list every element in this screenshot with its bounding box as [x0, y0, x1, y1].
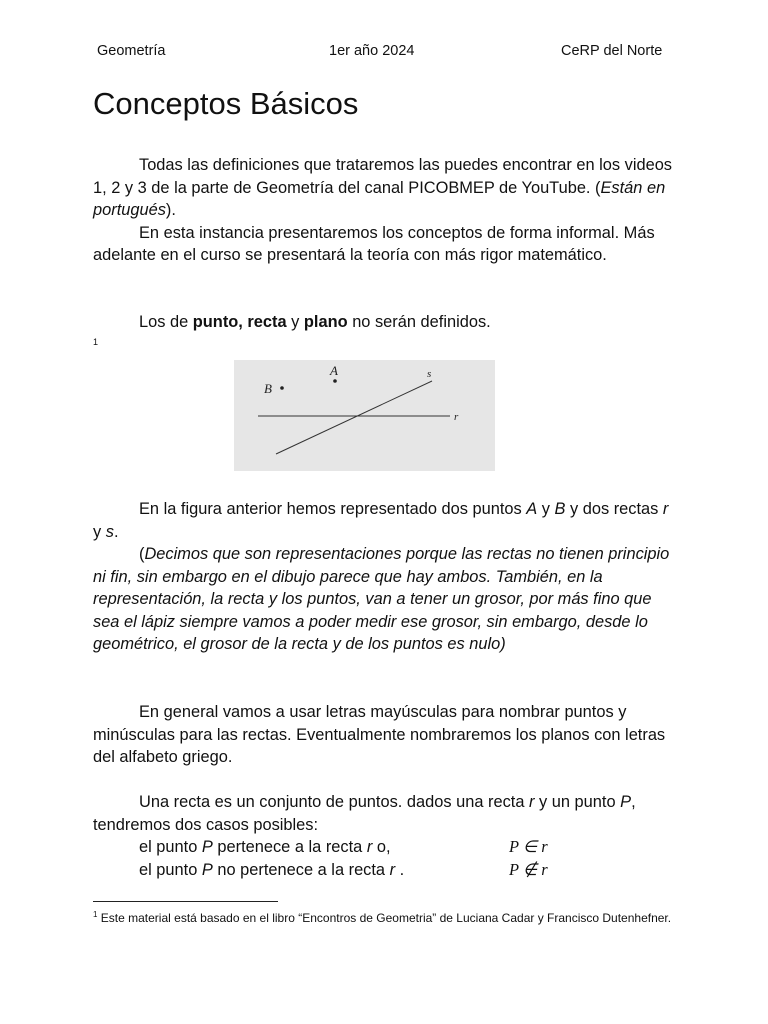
c1-r: r	[366, 838, 373, 856]
term-plano: plano	[303, 313, 348, 331]
fd-line-r: r	[662, 500, 669, 518]
point-a-dot	[333, 379, 337, 383]
point-b-dot	[280, 386, 284, 390]
representation-note	[93, 543, 678, 656]
ld-text-3: , tendremos dos casos posibles:	[93, 793, 636, 834]
line-definition-section	[93, 791, 678, 881]
case-belongs-text	[139, 836, 391, 859]
case-not-belongs-text	[139, 859, 404, 882]
c1-t1: el punto	[139, 838, 202, 856]
intro-paragraph-2: En esta instancia presentaremos los conceptos de forma informal. Más adelante en el curso se presentará la teoría con más rigor matemático.	[93, 223, 655, 264]
line-r-label: r	[454, 411, 459, 423]
footnote-marker: 1	[93, 337, 99, 347]
c1-t3: o,	[376, 838, 391, 856]
belongs-formula: P ∈ r	[509, 837, 548, 856]
intro-text: Todas las definiciones que trataremos las puedes encontrar en los videos 1, 2 y 3 de la parte de Geometría del canal PICOBMEP de YouTube. (	[93, 156, 673, 197]
points-and-lines-figure	[234, 360, 495, 471]
term-recta: recta	[247, 313, 287, 331]
header-year: 1er año 2024	[329, 43, 415, 59]
fd-point-b: B	[554, 500, 566, 518]
ld-text-2: y un punto	[534, 793, 621, 811]
ld-p: P	[620, 793, 632, 811]
c2-t1: el punto	[139, 860, 202, 879]
c2-p: P	[201, 860, 213, 879]
footnote-number: 1	[93, 910, 98, 919]
case-not-belongs	[93, 859, 678, 882]
figure-description-section	[93, 498, 678, 656]
term-connector: y	[291, 313, 300, 331]
footnote	[93, 907, 693, 926]
c2-t3: .	[395, 860, 405, 879]
line-s-label: s	[427, 368, 432, 380]
fd-text-1: En la figura anterior hemos representado dos puntos	[139, 500, 527, 518]
figure-description	[93, 498, 678, 543]
header-subject: Geometría	[97, 43, 166, 59]
intro-text-end: ).	[165, 201, 176, 219]
undefined-terms-paragraph	[93, 311, 678, 334]
header-institution: CeRP del Norte	[561, 43, 663, 59]
footnote-text: Este material está basado en el libro “Encontros de Geometria” de Luciana Cadar y Francisco Dutenhefner.	[97, 911, 672, 925]
undefined-before: Los de	[139, 313, 193, 331]
c1-p: P	[201, 838, 213, 856]
c2-t2: no pertenece a la recta	[217, 860, 390, 879]
case-belongs	[93, 836, 678, 859]
naming-paragraph	[93, 701, 678, 769]
page-header	[0, 43, 768, 63]
intro-section	[93, 154, 678, 267]
ld-text-1: Una recta es un conjunto de puntos. dados una recta	[139, 793, 529, 811]
naming-text: En general vamos a usar letras mayúsculas para nombrar puntos y minúsculas para las rectas. Eventualmente nombraremos los planos con letras del alfabeto griego.	[93, 703, 666, 766]
point-b-label: B	[264, 381, 272, 396]
point-a-label: A	[330, 363, 338, 378]
note-open-paren: (	[139, 545, 145, 563]
note-italic: Decimos que son representaciones porque las rectas no tienen principio ni fin, sin embargo en el dibujo parece que hay ambos. También, en la representación, la recta y los puntos, van a tener un grosor, por más fino que sea el lápiz siempre vamos a poder medir ese grosor, sin embargo, desde lo geométrico, el grosor de la recta y de los puntos es nulo)	[93, 545, 670, 653]
undefined-after: no serán definidos.	[347, 313, 491, 331]
ld-r: r	[529, 793, 535, 811]
term-punto: punto,	[192, 313, 243, 331]
fd-and-2: y	[93, 522, 106, 541]
c1-t2: pertenece a la recta	[217, 838, 367, 856]
page-title: Conceptos Básicos	[93, 86, 359, 121]
fd-text-3: .	[113, 522, 119, 541]
intro-paragraph	[93, 154, 678, 222]
footnote-divider	[93, 901, 278, 902]
intro-italic: Están en portugués	[93, 178, 666, 219]
fd-point-a: A	[526, 500, 538, 518]
c2-r: r	[389, 860, 396, 879]
fd-line-s: s	[105, 522, 114, 541]
line-definition	[93, 791, 678, 836]
not-belongs-formula: P ∉ r	[509, 859, 548, 879]
fd-text-2: y dos rectas	[565, 500, 663, 518]
fd-and-1: y	[537, 500, 555, 518]
